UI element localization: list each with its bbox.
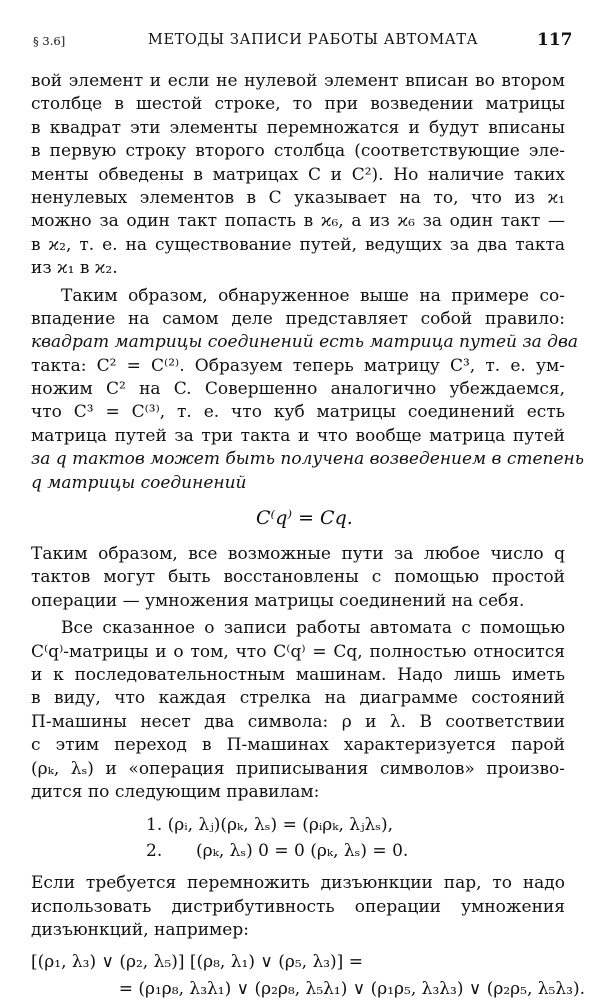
section-reference: § 3.6]	[33, 34, 66, 48]
text-line: такта: C² = C⁽²⁾. Образуем теперь матрицу C³, т. е. ум-	[31, 355, 565, 376]
rule-1	[146, 814, 393, 837]
rule-1-number: 1.	[146, 815, 163, 836]
text-line: в ϰ₂, т. е. на существование путей, ведущих за два такта	[31, 234, 565, 255]
text-line: дизъюнкций, например:	[31, 920, 249, 941]
text-line: можно за один такт попасть в ϰ₆, а из ϰ₆ за один такт —	[31, 211, 565, 232]
text-line: использовать дистрибутивность операции умножения	[31, 896, 565, 917]
text-line: за q тактов может быть получена возведением в степень	[31, 449, 584, 470]
rule-2	[146, 840, 409, 863]
example-formula-line-1: [(ρ₁, λ₃) ∨ (ρ₂, λ₅)] [(ρ₈, λ₁) ∨ (ρ₅, λ₃)] =	[31, 951, 363, 972]
paragraph-3	[31, 543, 565, 613]
text-line: квадрат матрицы соединений есть матрица путей за два	[31, 332, 578, 353]
text-line: и к последовательностным машинам. Надо лишь иметь	[31, 664, 565, 685]
rules-block	[31, 804, 565, 872]
rule-1-formula: (ρᵢ, λⱼ)(ρₖ, λₛ) = (ρᵢρₖ, λⱼλₛ),	[167, 815, 394, 836]
text-line: в первую строку второго столбца (соответствующие эле-	[31, 141, 565, 162]
text-line: вой элемент и если не нулевой элемент вписан во втором	[31, 71, 565, 91]
text-line: тактов могут быть восстановлены с помощью простой	[31, 567, 565, 588]
text-line: что C³ = C⁽³⁾, т. е. что куб матрицы соединений есть	[31, 402, 565, 423]
text-line: впадение на самом деле представляет собой правило:	[31, 308, 565, 329]
text-line: ненулевых элементов в C указывает на то, что из ϰ₁	[31, 187, 565, 208]
paragraph-1	[31, 70, 565, 281]
text-line: столбце в шестой строке, то при возведении матрицы	[31, 94, 565, 115]
rule-2-formula: (ρₖ, λₛ) 0 = 0 (ρₖ, λₛ) = 0.	[196, 841, 409, 862]
paragraph-2	[31, 285, 584, 496]
formula-block	[31, 495, 565, 543]
example-formula-line-2: = (ρ₁ρ₈, λ₃λ₁) ∨ (ρ₂ρ₈, λ₅λ₁) ∨ (ρ₁ρ₅, λ₃λ₃) ∨ (ρ₂ρ₅, λ₅λ₃).	[118, 978, 585, 999]
page-body	[31, 70, 585, 1005]
text-line: Таким образом, обнаруженное выше на примере со-	[61, 285, 565, 306]
text-line: Таким образом, все возможные пути за любое число q	[31, 544, 565, 565]
text-line: Все сказанное о записи работы автомата с помощью	[61, 618, 565, 639]
text-line: (ρₖ, λₛ) и «операция приписывания символов» произво-	[31, 758, 565, 779]
text-line: П-машины несет два символа: ρ и λ. В соответствии	[31, 711, 565, 732]
text-line: из ϰ₁ в ϰ₂.	[31, 258, 118, 279]
paragraph-5	[31, 872, 565, 942]
text-line: операции — умножения матрицы соединений на себя.	[31, 590, 525, 611]
text-line: дится по следующим правилам:	[31, 781, 320, 802]
paragraph-4	[31, 617, 565, 804]
running-title: МЕТОДЫ ЗАПИСИ РАБОТЫ АВТОМАТА	[148, 32, 479, 48]
text-line: C⁽q⁾-матрицы и о том, что C⁽q⁾ = Cq, полностью относится	[31, 641, 565, 662]
text-line: ножим C² на C. Совершенно аналогично убеждаемся,	[31, 379, 565, 400]
text-line: q матрицы соединений	[31, 472, 247, 493]
running-header	[0, 32, 598, 56]
rule-2-number: 2.	[146, 841, 163, 862]
text-line: матрица путей за три такта и что вообще матрица путей	[31, 425, 565, 446]
text-line: в виду, что каждая стрелка на диаграмме состояний	[31, 688, 565, 709]
main-formula: C⁽q⁾ = Cq.	[256, 507, 353, 530]
text-line: Если требуется перемножить дизъюнкции пар, то надо	[31, 873, 565, 894]
page-number: 117	[537, 30, 573, 50]
text-line: менты обведены в матрицах C и C²). Но наличие таких	[31, 164, 565, 185]
text-line: с этим переход в П-машинах характеризуется парой	[31, 735, 565, 756]
text-line: в квадрат эти элементы перемножатся и будут вписаны	[31, 117, 565, 138]
